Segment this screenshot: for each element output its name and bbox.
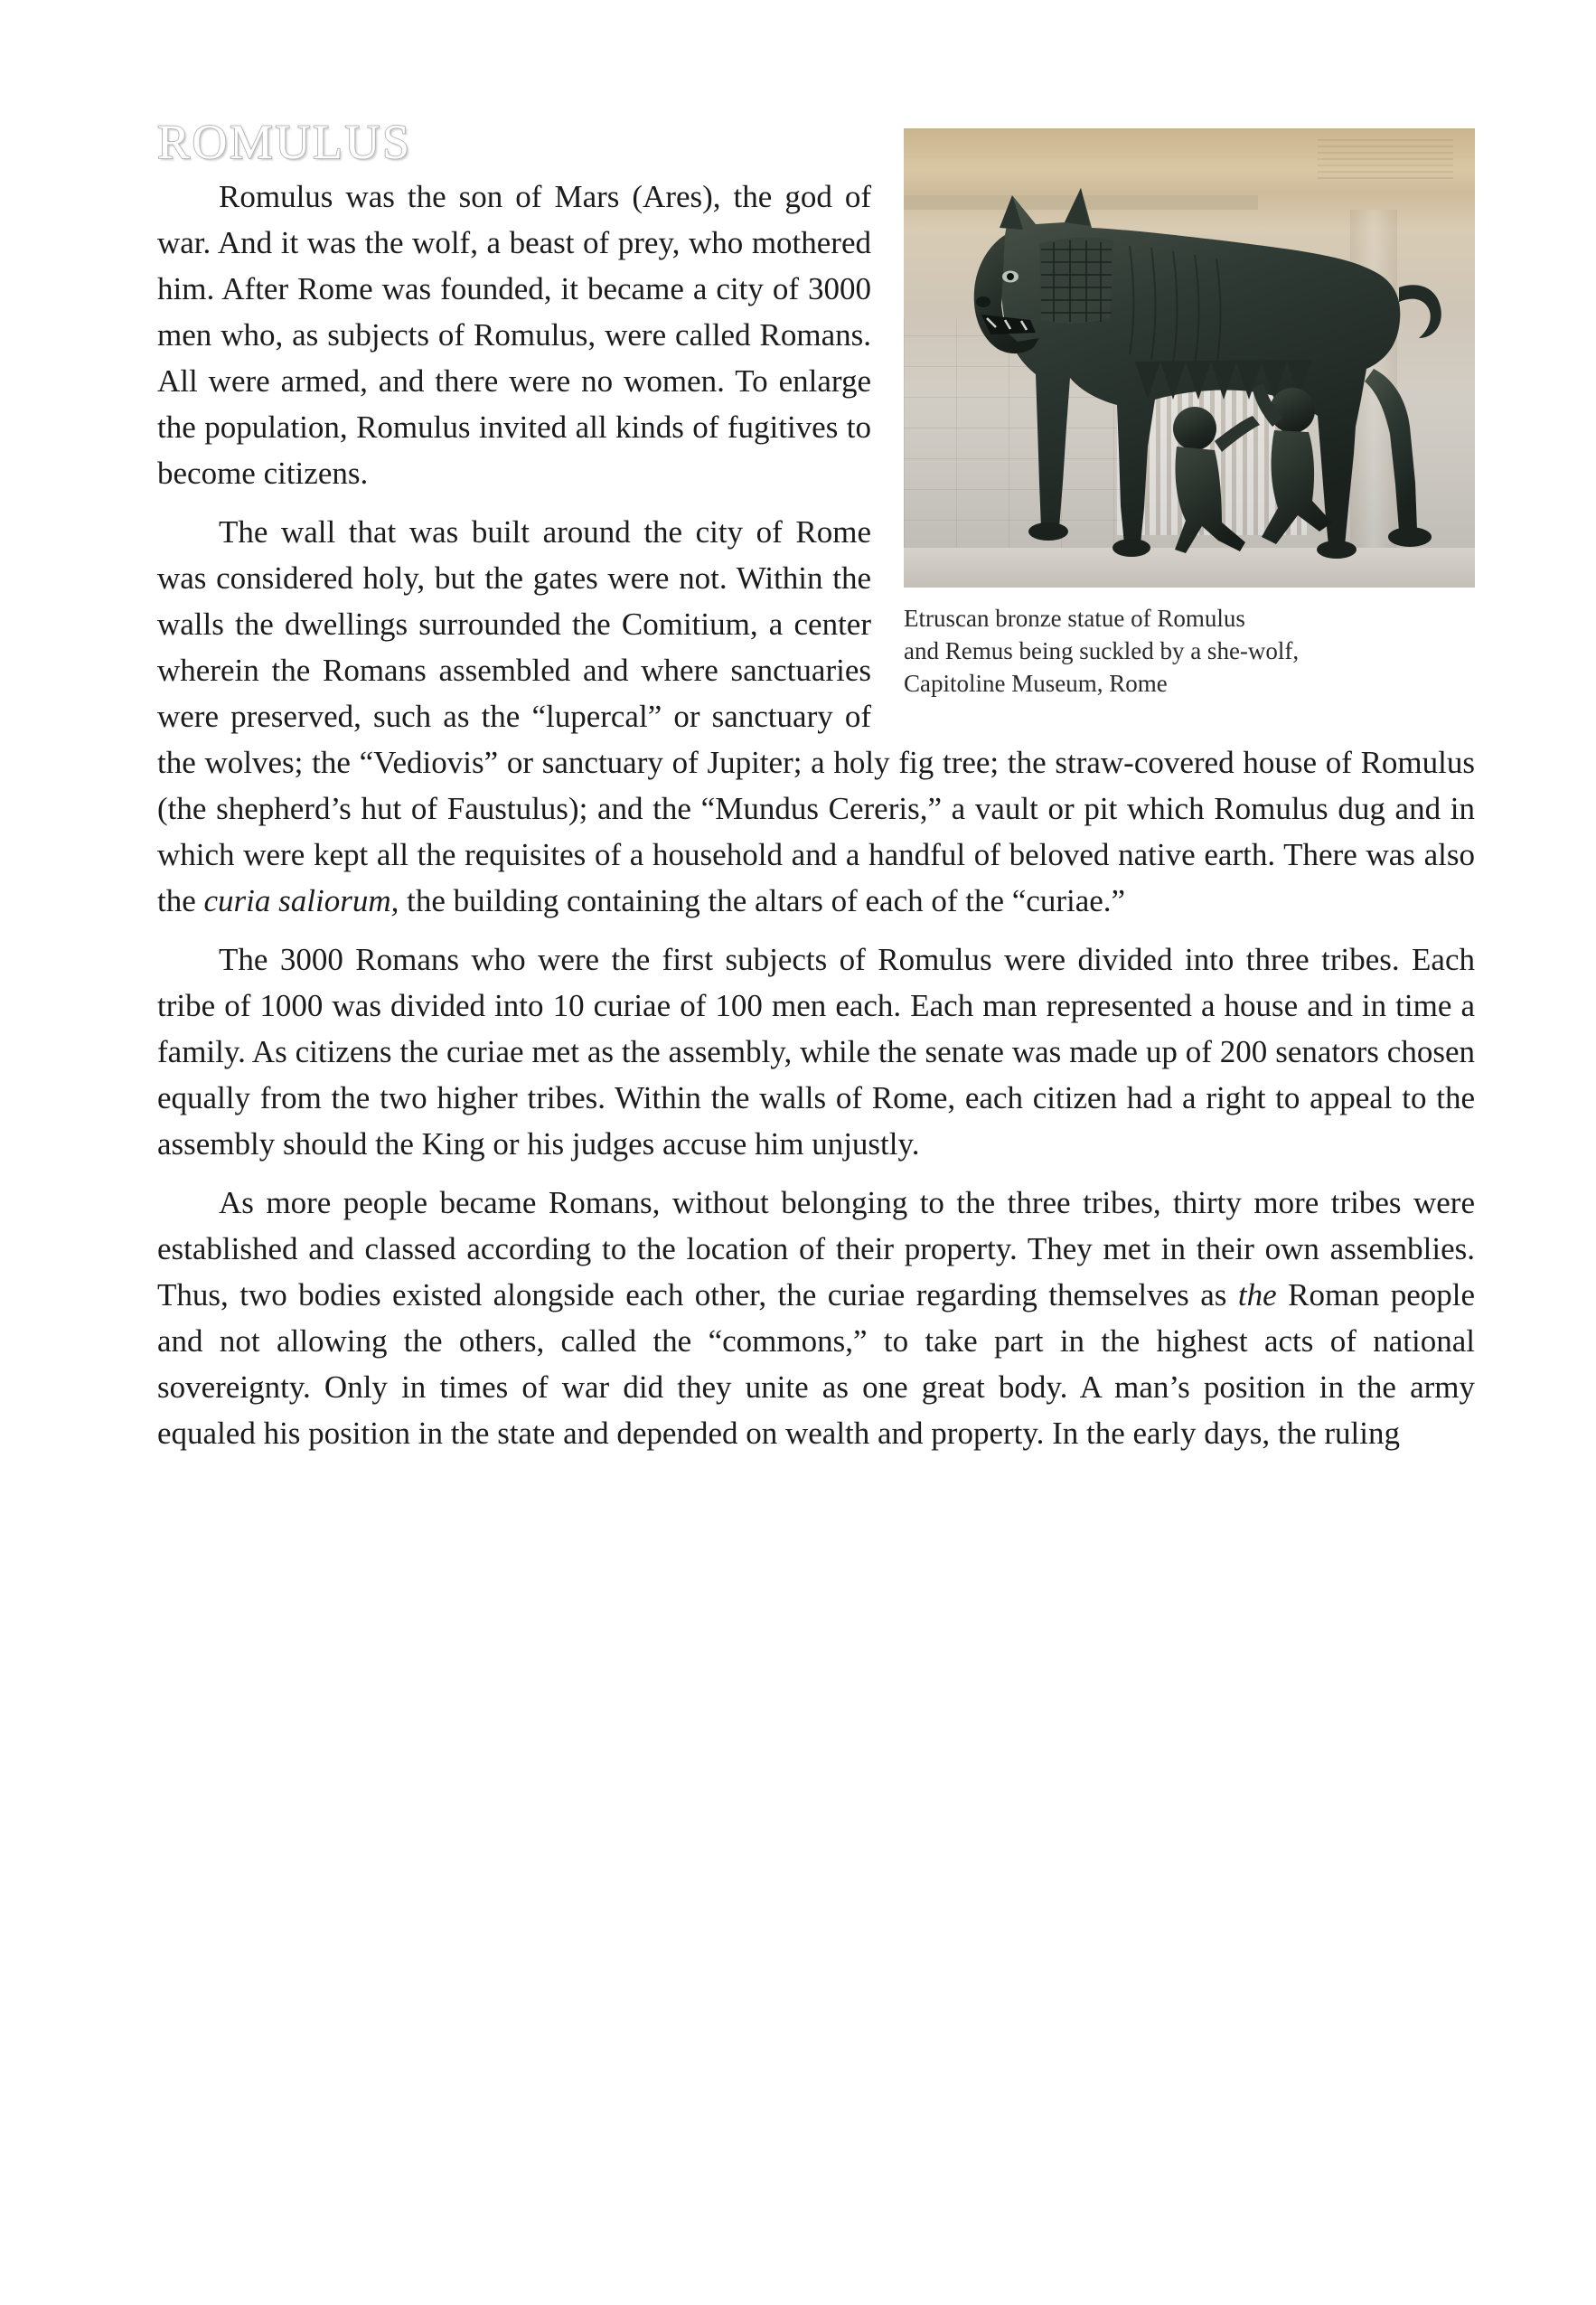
paragraph-3: The 3000 Romans who were the first subjects of Romulus were divided into three tribes. Each tribe of 1000 was divided into 10 curiae of 100 men each. Each man represented a house and in time a family. As citizens the curiae met as the assembly, while the senate was made up of 200 senators chosen equally from the two higher tribes. Within the walls of Rome, each citizen had a right to appeal to the assembly should the King or his judges accuse him unjustly. [157, 942, 1475, 1162]
italic-run: curia saliorum, [203, 883, 399, 918]
paragraph-2: The wall that was built around the city of Rome was considered holy, but the gates were not. Within the walls the dwellings surrounded the Comitium, a center wherein the Romans assembled and where sanctuaries were preserved, such as the “lupercal” or sanctuary of the wolves; the “Vediovis” or sanctuary of Jupiter; a holy fig tree; the straw-covered house of Romulus (the shepherd’s hut of Faustulus); and the “Mundus Cereris,” a vault or pit which Romulus dug and in which were kept all the requisites of a household and a handful of beloved native earth. There was also the curia saliorum, the building containing the altars of each of the “curiae.” [157, 514, 1475, 918]
wolf-tail [1399, 285, 1441, 338]
caption-line-2: and Remus being suckled by a she-wolf, [904, 637, 1300, 664]
figure-caption [904, 602, 1464, 700]
wolf-pupil [1007, 273, 1014, 280]
statue-photograph [904, 128, 1475, 588]
she-wolf-bronze-sculpture [904, 128, 1475, 588]
figure-capitoline-wolf [904, 128, 1475, 700]
paragraph-4: As more people became Romans, without belonging to the three tribes, thirty more tribes were established and classed according to the location of their property. They met in their own assemblies. Thus, two bodies existed alongside each other, the curiae regarding themselves as the Roman people and not allowing the others, called the “commons,” to take part in the highest acts of national sovereignty. Only in times of war did they unite as one great body. A man’s position in the army equaled his position in the state and depended on wealth and property. In the early days, the ruling [157, 1185, 1475, 1451]
wolf-paw-front-right [1113, 539, 1150, 557]
page-title: ROMULUS [157, 115, 412, 169]
paragraph-1: Romulus was the son of Mars (Ares), the god of war. And it was the wolf, a beast of prey, who mothered him. After Rome was founded, it became a city of 3000 men who, as subjects of Romulus, were called Romans. All were armed, and there were no women. To enlarge the population, Romulus invited all kinds of fugitives to become citizens. [157, 179, 871, 491]
wolf-ear-right [1065, 188, 1090, 226]
wolf-paw-hind-left [1317, 541, 1357, 559]
page-content [157, 116, 1475, 1456]
wolf-nose [976, 296, 990, 307]
infant-remus-figure [1173, 407, 1260, 553]
caption-line-1: Etruscan bronze statue of Romulus [904, 605, 1245, 632]
wolf-paw-front-left [1028, 522, 1068, 541]
wolf-hind-leg [1365, 369, 1417, 532]
caption-line-3: Capitoline Museum, Rome [904, 670, 1168, 697]
italic-run: the [1237, 1277, 1277, 1312]
